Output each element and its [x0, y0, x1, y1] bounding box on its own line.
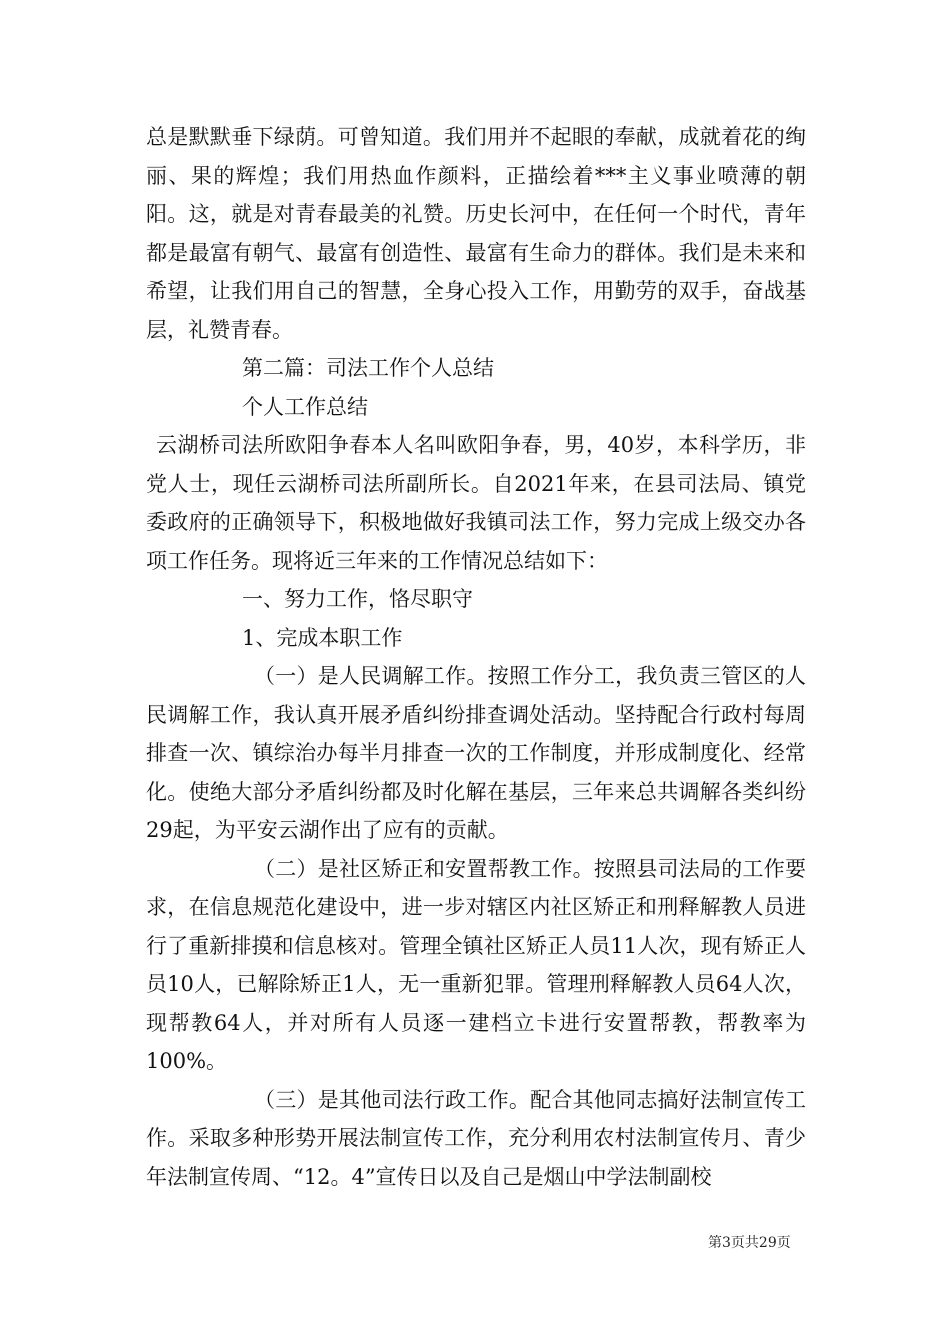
paragraph-mediation: （一）是人民调解工作。按照工作分工，我负责三管区的人民调解工作，我认真开展矛盾纠纷排查调处活动。坚持配合行政村每周排查一次、镇综治办每半月排查一次的工作制度，并形成制度化、经常化。使绝大部分矛盾纠纷都及时化解在基层，三年来总共调解各类纠纷29起，为平安云湖作出了应有的贡献。: [146, 664, 806, 842]
paragraph-intro: 云湖桥司法所欧阳争春本人名叫欧阳争春，男，40岁，本科学历，非党人士，现任云湖桥司法所副所长。自2021年来，在县司法局、镇党委政府的正确领导下，积极地做好我镇司法工作，努力完成上级交办各项工作任务。现将近三年来的工作情况总结如下：: [146, 433, 806, 573]
heading-level-2: 1、完成本职工作: [242, 625, 403, 650]
subsection-title: 个人工作总结: [242, 394, 368, 419]
section-title: 第二篇：司法工作个人总结: [242, 356, 494, 380]
paragraph-other-work: （三）是其他司法行政工作。配合其他同志搞好法制宣传工作。采取多种形势开展法制宣传工作，充分利用农村法制宣传月、青少年法制宣传周、“12。4”宣传日以及自己是烟山中学法制副校: [146, 1087, 806, 1189]
paragraph-correction: （二）是社区矫正和安置帮教工作。按照县司法局的工作要求，在信息规范化建设中，进一步对辖区内社区矫正和刑释解教人员进行了重新排摸和信息核对。管理全镇社区矫正人员11人次，现有矫正人员10人，已解除矫正1人，无一重新犯罪。管理刑释解教人员64人次，现帮教64人，并对所有人员逐一建档立卡进行安置帮教，帮教率为100%。: [146, 856, 806, 1073]
page-number: 第3页共29页: [708, 1235, 791, 1251]
heading-level-1: 一、努力工作，恪尽职守: [242, 587, 473, 611]
paragraph-opening: 总是默默垂下绿荫。可曾知道。我们用并不起眼的奉献，成就着花的绚丽、果的辉煌；我们用热血作颜料，正描绘着***主义事业喷薄的朝阳。这，就是对青春最美的礼赞。历史长河中，在任何一个时代，青年都是最富有朝气、最富有创造性、最富有生命力的群体。我们是未来和希望，让我们用自己的智慧，全身心投入工作，用勤劳的双手，奋战基层，礼赞青春。: [146, 125, 806, 342]
document-body: [146, 118, 806, 1196]
